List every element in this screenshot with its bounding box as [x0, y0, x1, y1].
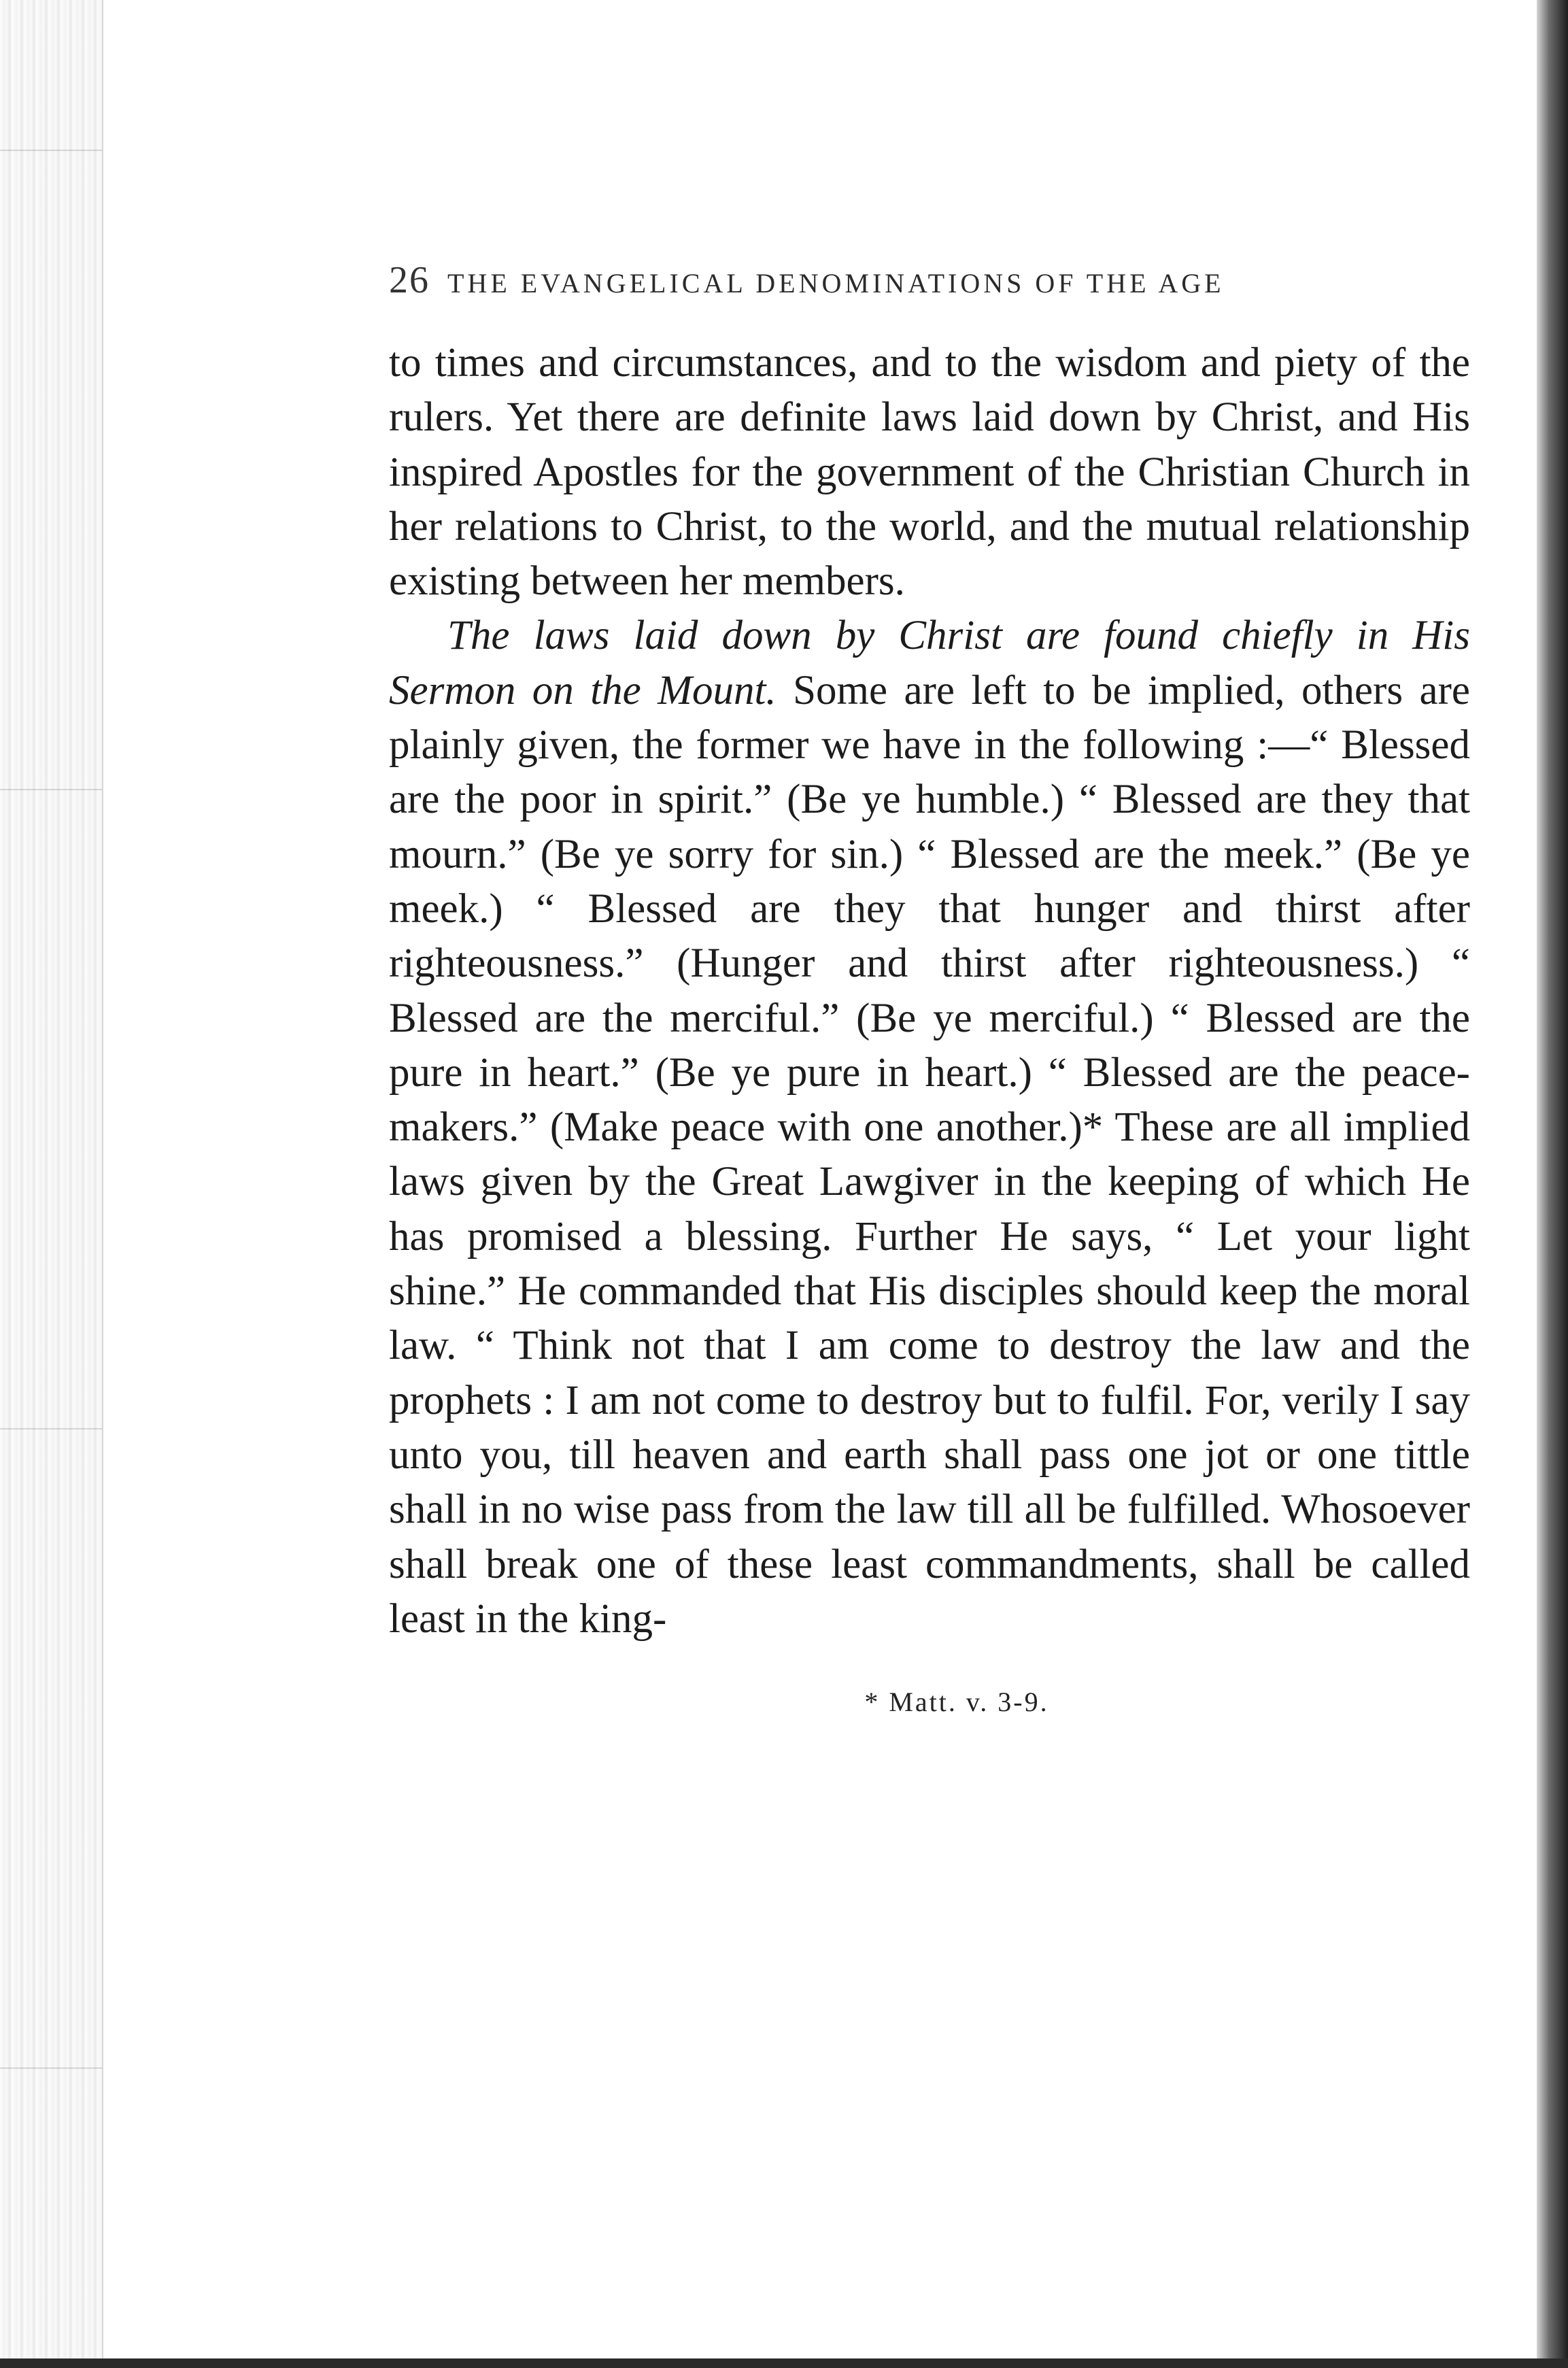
- paragraph-2: [389, 609, 1470, 1646]
- running-title: THE EVANGELICAL DENOMINATIONS OF THE AGE: [447, 268, 1225, 299]
- paragraph-2-body: Some are left to be implied, others are plainly given, the former we have in the following :—“ Blessed are the poor in spirit.” (Be ye humble.) “ Blessed are they that mourn.” (Be ye sorry for sin.) “ Blessed are the meek.” (Be ye meek.) “ Blessed are they that hunger and thirst after righteousness.” (Hunger and thirst after righteousness.) “ Blessed are the merciful.” (Be ye merciful.) “ Blessed are the pure in heart.” (Be ye pure in heart.) “ Blessed are the peace-makers.” (Make peace with one another.)* These are all implied laws given by the Great Lawgiver in the keeping of which He has promised a blessing. Further He says, “ Let your light shine.” He commanded that His disciples should keep the moral law. “ Think not that I am come to destroy the law and the prophets : I am not come to destroy but to fulfil. For, verily I say unto you, till heaven and earth shall pass one jot or one tittle shall in no wise pass from the law till all be fulfilled. Whosoever shall break one of these least commandments, shall be called least in the king-: [389, 667, 1470, 1642]
- page-edge-mark: [0, 789, 102, 790]
- book-page-edges: [0, 0, 103, 2368]
- scan-bottom-border: [0, 2358, 1568, 2368]
- page-edge-mark: [0, 2067, 102, 2069]
- paragraph-2-italic-lead: The laws laid down by Christ are found chiefly in His Sermon on the Mount.: [389, 613, 1470, 713]
- page-number: 26: [389, 259, 430, 301]
- running-header: [389, 258, 1470, 306]
- page-edge-mark: [0, 1428, 102, 1430]
- paragraph-1: to times and circumstances, and to the wisdom and piety of the rulers. Yet there are definite laws laid down by Christ, and His inspired Apostles for the government of the Christian Church in her relations to Christ, to the world, and the mutual relationship existing between her members.: [389, 340, 1470, 605]
- book-binding-shadow: [1537, 0, 1568, 2368]
- page-edge-mark: [0, 150, 102, 151]
- page-content: [389, 258, 1470, 1718]
- body-text: [389, 336, 1470, 1646]
- footnote: * Matt. v. 3-9.: [864, 1687, 1049, 1718]
